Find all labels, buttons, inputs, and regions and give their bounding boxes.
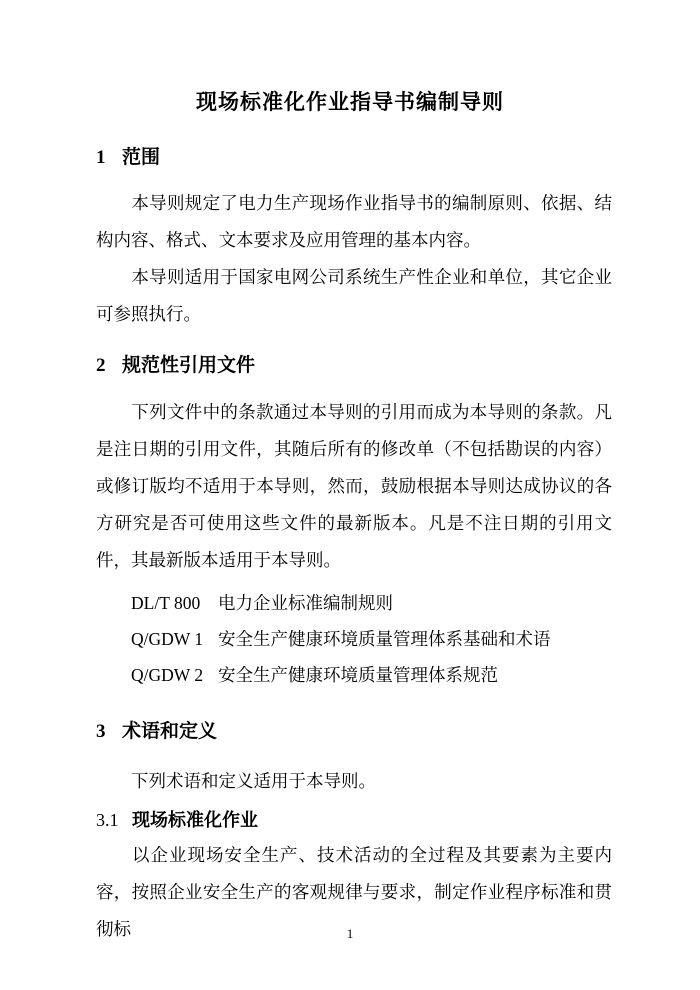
- section-heading-1: [96, 142, 160, 169]
- section-title: 范围: [122, 146, 161, 168]
- paragraph: [96, 395, 612, 580]
- reference-code: Q/GDW 1: [131, 629, 204, 649]
- reference-title: 电力企业标准编制规则: [218, 594, 393, 614]
- section-heading-3: [96, 716, 217, 743]
- reference-title: 安全生产健康环境质量管理体系基础和术语: [218, 630, 551, 650]
- paragraph-text: 本导则规定了电力生产现场作业指导书的编制原则、依据、结构内容、格式、文本要求及应用管理的基本内容。: [96, 194, 612, 251]
- reference-code: Q/GDW 2: [131, 665, 204, 685]
- subsection-number: 3.1: [96, 810, 119, 830]
- paragraph: [96, 260, 612, 334]
- paragraph: [96, 186, 612, 260]
- reference-item: [131, 590, 393, 615]
- section-heading-2: [96, 350, 255, 377]
- paragraph-text: 以企业现场安全生产、技术活动的全过程及其要素为主要内容，按照企业安全生产的客观规律与要求，制定作业程序标准和贯彻标: [96, 846, 612, 940]
- paragraph-text: 下列文件中的条款通过本导则的引用而成为本导则的条款。凡是注日期的引用文件，其随后所有的修改单（不包括勘误的内容）或修订版均不适用于本导则，然而，鼓励根据本导则达成协议的各方研究是否可使用这些文件的最新版本。凡是不注日期的引用文件，其最新版本适用于本导则。: [96, 403, 612, 571]
- paragraph-text: 本导则适用于国家电网公司系统生产性企业和单位，其它企业可参照执行。: [96, 268, 612, 325]
- reference-item: [131, 626, 551, 651]
- document-title: 现场标准化作业指导书编制导则: [196, 90, 504, 114]
- page-number: 1: [346, 926, 354, 941]
- section-number: 2: [96, 355, 106, 376]
- section-title: 术语和定义: [122, 720, 218, 742]
- section-title: 规范性引用文件: [122, 354, 256, 376]
- reference-item: [131, 662, 498, 687]
- paragraph: [96, 764, 612, 801]
- subsection-heading-3-1: [96, 806, 258, 832]
- reference-title: 安全生产健康环境质量管理体系规范: [218, 666, 498, 686]
- section-number: 3: [96, 721, 106, 742]
- subsection-title: 现场标准化作业: [132, 810, 258, 831]
- reference-code: DL/T 800: [131, 593, 201, 613]
- section-number: 1: [96, 147, 106, 168]
- paragraph-text: 下列术语和定义适用于本导则。: [131, 772, 376, 792]
